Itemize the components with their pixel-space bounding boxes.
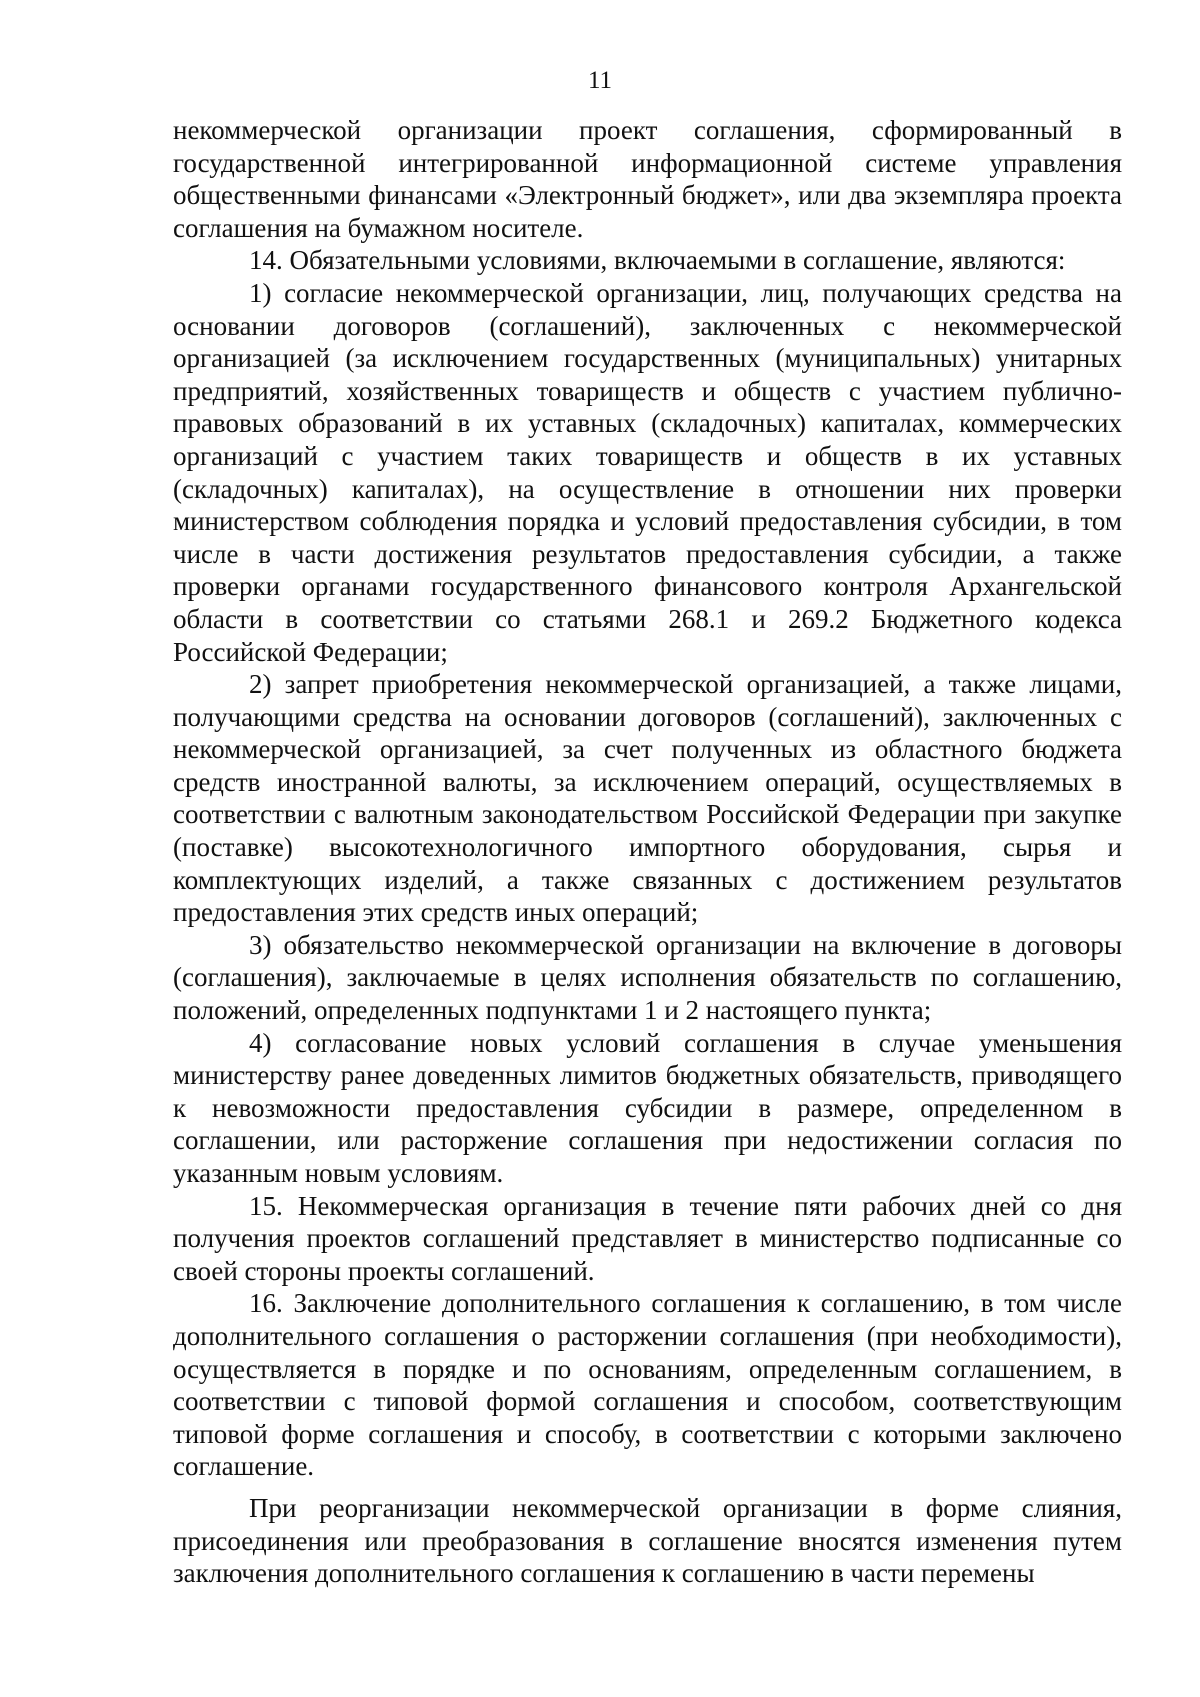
paragraph-reorganization: При реорганизации некоммерческой организации в форме слияния, присоединения или преобразования в соглашение вносятся изменения путем заключения дополнительного соглашения к соглашению в части перемены: [173, 1492, 1122, 1589]
paragraph-subitem-1: 1) согласие некоммерческой организации, лиц, получающих средства на основании договоров (соглашений), заключенных с некоммерческой организацией (за исключением государственных (муниципальных) унитарных предприятий, хозяйственных товариществ и обществ с участием публично-правовых образований в их уставных (складочных) капиталах, коммерческих организаций с участием таких товариществ и обществ в их уставных (складочных) капиталах), на осуществление в отношении них проверки министерством соблюдения порядка и условий предоставления субсидии, в том числе в части достижения результатов предоставления субсидии, а также проверки органами государственного финансового контроля Архангельской области в соответствии со статьями 268.1 и 269.2 Бюджетного кодекса Российской Федерации;: [173, 277, 1122, 667]
paragraph-item-16: 16. Заключение дополнительного соглашения к соглашению, в том числе дополнительного соглашения о расторжении соглашения (при необходимости), осуществляется в порядке и по основаниям, определенным соглашением, в соответствии с типовой формой соглашения и способом, соответствующим типовой форме соглашения и способу, в соответствии с которыми заключено соглашение.: [173, 1288, 1122, 1482]
paragraph-subitem-4: 4) согласование новых условий соглашения в случае уменьшения министерству ранее доведенных лимитов бюджетных обязательств, приводящего к невозможности предоставления субсидии в размере, определенном в соглашении, или расторжение соглашения при недостижении согласия по указанным новым условиям.: [173, 1027, 1122, 1188]
paragraph-continuation: некоммерческой организации проект соглашения, сформированный в государственной интегрированной информационной системе управления общественными финансами «Электронный бюджет», или два экземпляра проекта соглашения на бумажном носителе.: [173, 115, 1122, 243]
paragraph-item-14: 14. Обязательными условиями, включаемыми в соглашение, являются:: [249, 245, 1066, 276]
page-number: 11: [587, 67, 613, 94]
paragraph-subitem-2: 2) запрет приобретения некоммерческой организацией, а также лицами, получающими средства на основании договоров (соглашений), заключенных с некоммерческой организацией, за счет полученных из областного бюджета средств иностранной валюты, за исключением операций, осуществляемых в соответствии с валютным законодательством Российской Федерации при закупке (поставке) высокотехнологичного импортного оборудования, сырья и комплектующих изделий, а также связанных с достижением результатов предоставления этих средств иных операций;: [173, 669, 1122, 928]
paragraph-item-15: 15. Некоммерческая организация в течение пяти рабочих дней со дня получения проектов соглашений представляет в министерство подписанные со своей стороны проекты соглашений.: [173, 1190, 1122, 1286]
document-body: [173, 114, 1122, 1590]
paragraph-subitem-3: 3) обязательство некоммерческой организации на включение в договоры (соглашения), заключаемые в целях исполнения обязательств по соглашению, положений, определенных подпунктами 1 и 2 настоящего пункта;: [173, 929, 1122, 1026]
